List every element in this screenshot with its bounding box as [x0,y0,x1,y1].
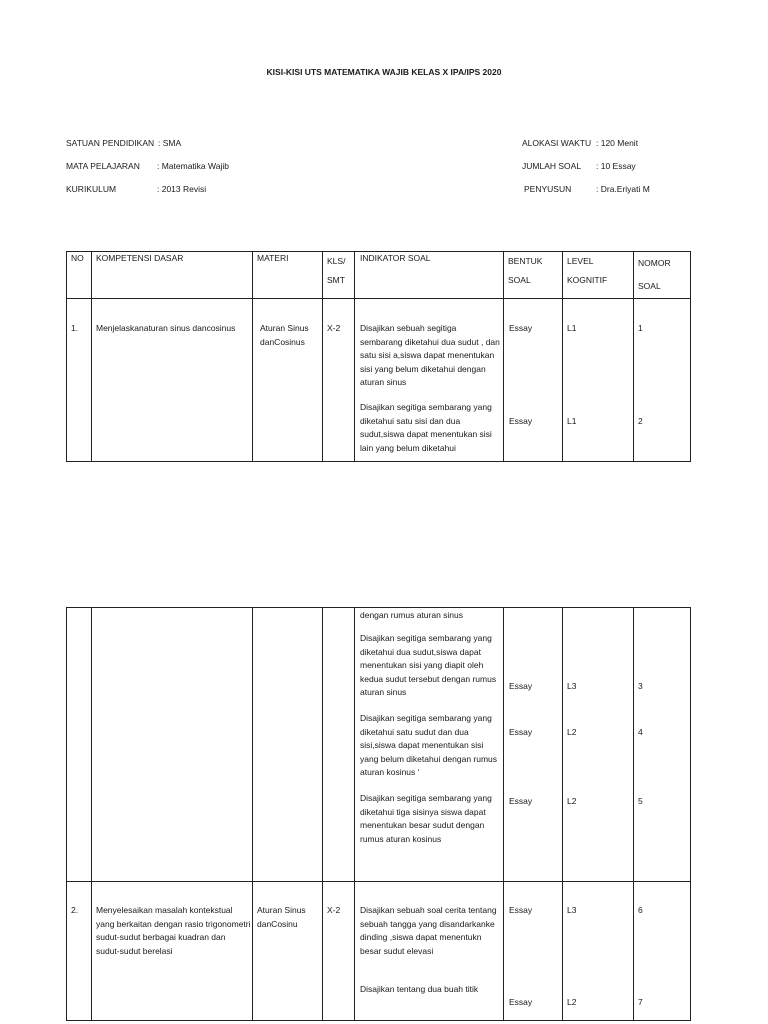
indikator-5: Disajikan segitiga sembarang yang diketahui tiga sisinya siswa dapat menentukan besar sudut dengan rumus aturan kosinus [360,793,492,844]
nomor-5: 5 [638,796,643,806]
nomor-6: 6 [638,905,643,915]
row2-kls: X-2 [327,905,341,915]
indikator-1: Disajikan sebuah segitiga sembarang diketahui dua sudut , dan satu sisi a,siswa dapat menentukan sisi yang belum diketahui dengan aturan sinus [360,323,500,388]
penyusun-value: : Dra.Eriyati M [596,184,650,194]
header-bentuk: BENTUK SOAL [508,256,543,286]
level-4: L2 [567,727,577,737]
bentuk-6: Essay [509,905,533,915]
row2-no: 2. [71,905,79,915]
bentuk-2: Essay [509,416,533,426]
indikator-continuation: dengan rumus aturan sinus [360,610,464,620]
alokasi-label: ALOKASI WAKTU [522,138,592,148]
kurikulum-label: KURIKULUM [66,184,117,194]
nomor-1: 1 [638,323,643,333]
row1-kls: X-2 [327,323,341,333]
row1-materi: Aturan Sinus danCosinus [260,323,309,347]
header-indikator: INDIKATOR SOAL [360,253,431,263]
level-6: L3 [567,905,577,915]
nomor-2: 2 [638,416,643,426]
satuan-label: SATUAN PENDIDIKAN [66,138,155,148]
row2-materi: Aturan Sinus danCosinu [257,905,306,929]
kurikulum-value: : 2013 Revisi [157,184,207,194]
header-kompetensi-dasar: KOMPETENSI DASAR [96,253,184,263]
header-nomor: NOMOR SOAL [638,258,671,291]
bentuk-1: Essay [509,323,533,333]
indikator-4: Disajikan segitiga sembarang yang diketahui satu sudut dan dua sisi,siswa dapat menentukan sisi yang belum diketahui dengan rumus aturan kosinus ‘ [360,713,498,778]
level-7: L2 [567,997,577,1007]
indikator-7: Disajikan tentang dua buah titik [360,984,479,994]
header-level: LEVEL KOGNITIF [567,256,608,286]
row1-kompetensi: Menjelaskanaturan sinus dancosinus [96,323,236,333]
mapel-value: : Matematika Wajib [157,161,229,171]
bentuk-4: Essay [509,727,533,737]
header-materi: MATERI [257,253,289,263]
satuan-value: : SMA [158,138,182,148]
mapel-label: MATA PELAJARAN [66,161,140,171]
nomor-7: 7 [638,997,643,1007]
penyusun-label: PENYUSUN [524,184,572,194]
level-2: L1 [567,416,577,426]
header-no: NO [71,253,84,263]
header-kls-smt: KLS/ SMT [327,256,346,286]
bentuk-5: Essay [509,796,533,806]
indikator-2: Disajikan segitiga sembarang yang diketahui satu sisi dan dua sudut,siswa dapat menentukan sisi lain yang belum diketahui [360,402,492,453]
row2-kompetensi: Menyelesaikan masalah kontekstual yang berkaitan dengan rasio trigonometri sudut-sudut berbagai kuadran dan sudut-sudut berelasi [96,905,251,956]
level-1: L1 [567,323,577,333]
alokasi-value: : 120 Menit [596,138,639,148]
indikator-6: Disajikan sebuah soal cerita tentang sebuah tangga yang disandarkanke dinding ,siswa dapat menentukn besar sudut elevasi [360,905,497,956]
level-5: L2 [567,796,577,806]
level-3: L3 [567,681,577,691]
jumlah-value: : 10 Essay [596,161,636,171]
indikator-3: Disajikan segitiga sembarang yang diketahui dua sudut,siswa dapat menentukan sisi yang diapit oleh kedua sudut tersebut dengan rumus aturan sinus [360,633,497,698]
row1-no: 1. [71,323,79,333]
nomor-4: 4 [638,727,643,737]
jumlah-label: JUMLAH SOAL [522,161,582,171]
nomor-3: 3 [638,681,643,691]
document-title: KISI-KISI UTS MATEMATIKA WAJIB KELAS X IPA/IPS 2020 [266,67,502,77]
bentuk-7: Essay [509,997,533,1007]
bentuk-3: Essay [509,681,533,691]
